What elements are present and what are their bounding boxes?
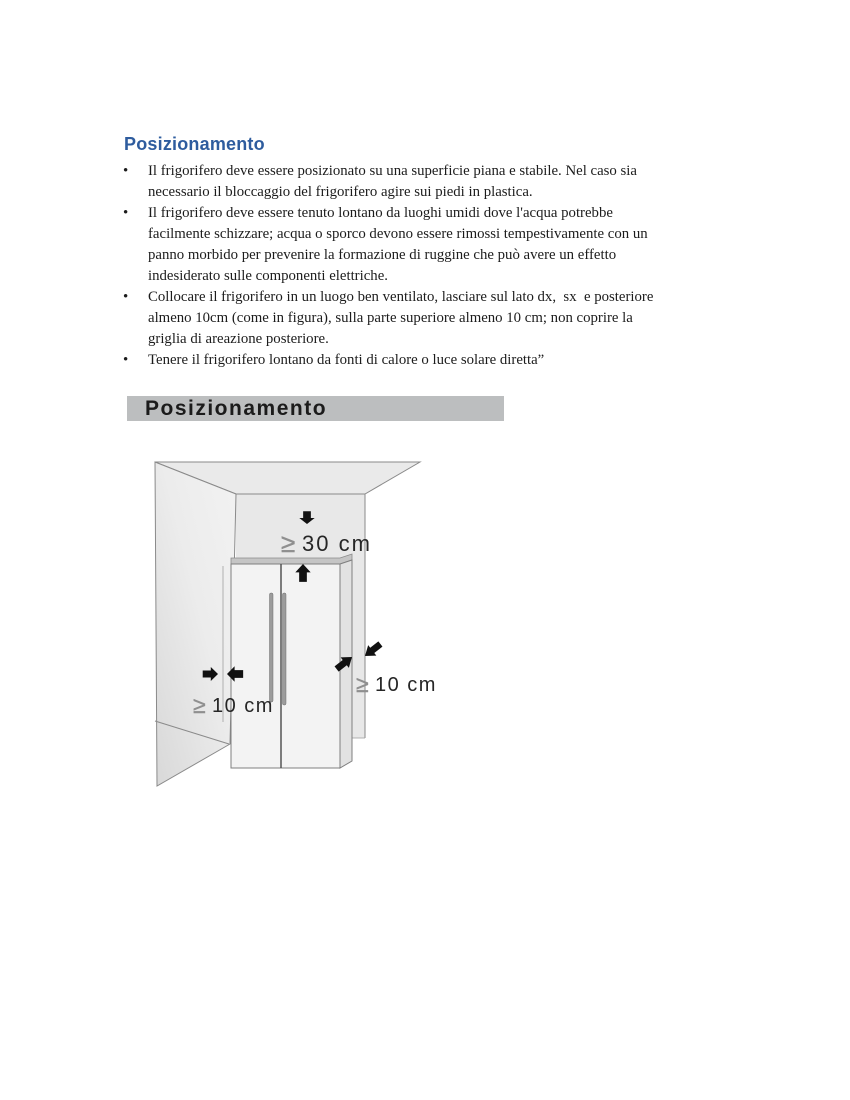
bullet-list — [123, 161, 743, 372]
bullet-marker: • — [123, 205, 129, 222]
text-line: Tenere il frigorifero lontano da fonti di calore o luce solare diretta” — [148, 352, 545, 369]
clearance-top-symbol: ≥ — [281, 528, 296, 558]
clearance-left-value: 10 cm — [212, 695, 274, 717]
text-line: almeno 10cm (come in figura), sulla parte superiore almeno 10 cm; non coprire la — [148, 309, 633, 326]
list-item — [123, 161, 743, 202]
fridge-handle-left — [270, 593, 274, 702]
figure-banner-title: Posizionamento — [145, 397, 328, 420]
bullet-marker: • — [123, 352, 129, 369]
bullet-marker: • — [123, 163, 129, 179]
clearance-right-symbol: ≥ — [356, 671, 369, 697]
clearance-top-value: 30 cm — [302, 531, 372, 556]
text-line: indesiderato sulle componenti elettriche. — [148, 267, 388, 284]
list-item — [123, 203, 743, 286]
text-line: griglia di areazione posteriore. — [148, 330, 329, 347]
list-item — [123, 287, 743, 349]
text-line: panno morbido per prevenire la formazione di ruggine che può avere un effetto — [148, 246, 617, 263]
placement-diagram — [150, 450, 445, 795]
bullet-text — [148, 161, 637, 202]
clearance-right-value: 10 cm — [375, 674, 437, 696]
bullet-text — [148, 203, 648, 286]
bullet-text — [148, 350, 544, 371]
text-line: Il frigorifero deve essere tenuto lontano da luoghi umidi dove l'acqua potrebbe — [148, 205, 613, 222]
bullet-marker: • — [123, 289, 129, 306]
clearance-left-symbol: ≥ — [193, 692, 206, 718]
text-line: Il frigorifero deve essere posizionato su una superficie piana e stabile. Nel caso sia — [148, 163, 637, 179]
text-line: Collocare il frigorifero in un luogo ben ventilato, lasciare sul lato dx, sx e posteriore — [148, 289, 654, 306]
fridge-handle-right — [283, 593, 287, 705]
text-line: necessario il bloccaggio del frigorifero agire sui piedi in plastica. — [148, 183, 533, 200]
figure-banner — [127, 396, 504, 421]
list-item — [123, 350, 743, 371]
page-title: Posizionamento — [124, 134, 265, 154]
text-line: facilmente schizzare; acqua o sporco devono essere rimossi tempestivamente con un — [148, 226, 648, 243]
bullet-text — [148, 287, 653, 349]
left-wall-shape — [155, 462, 236, 786]
